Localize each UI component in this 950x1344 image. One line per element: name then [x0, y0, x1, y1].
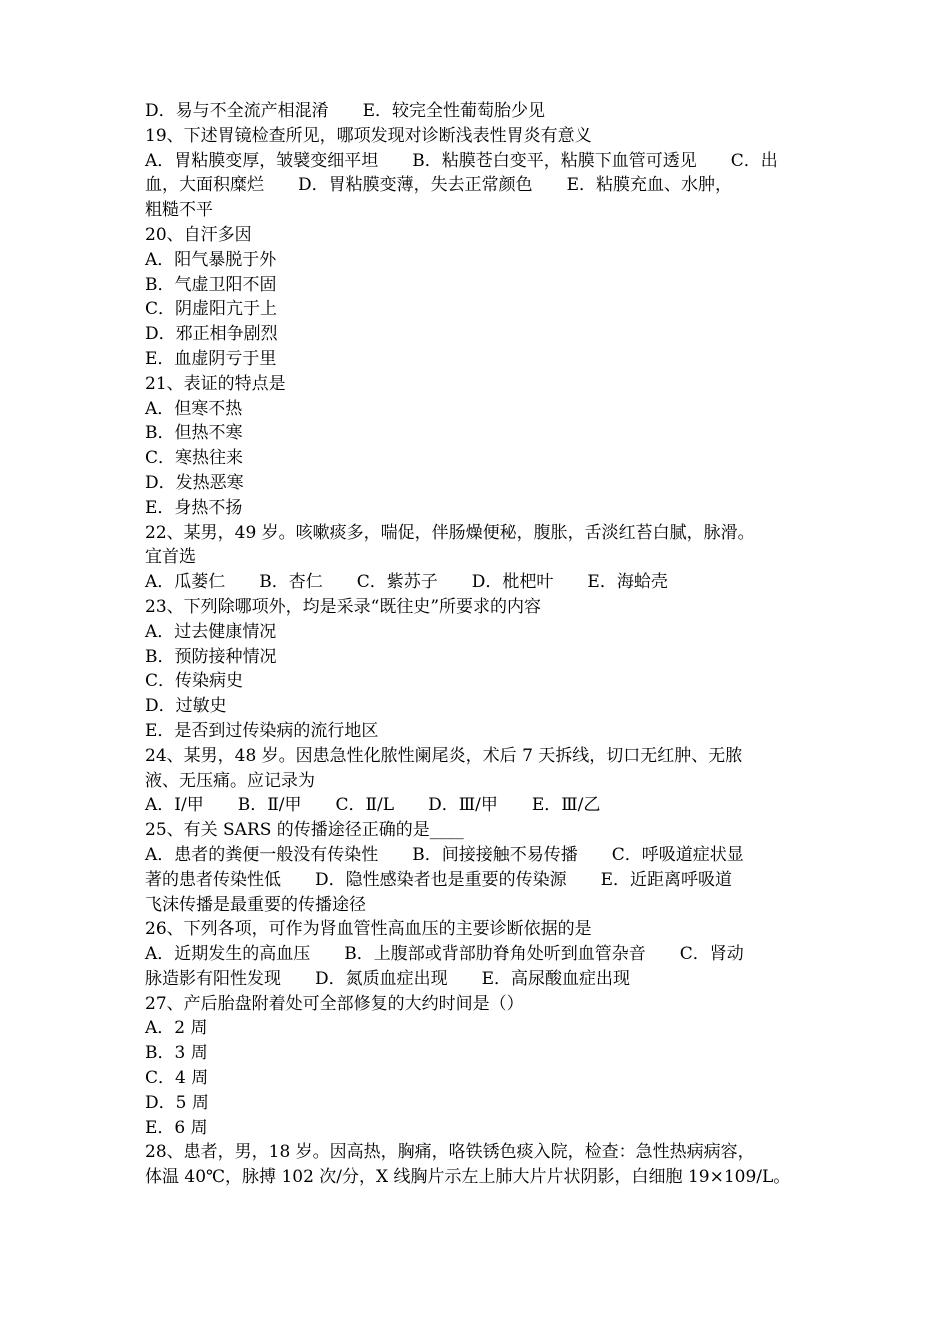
text-line: 22、某男，49 岁。咳嗽痰多，喘促，伴肠燥便秘，腹胀，舌淡红苔白腻，脉滑。: [145, 522, 755, 543]
text-line: 21、表证的特点是: [145, 373, 286, 394]
text-line: C．寒热往来: [145, 448, 244, 469]
text-line: C．4 周: [145, 1068, 209, 1089]
text-line: B．但热不寒: [145, 423, 243, 444]
text-line: B．3 周: [145, 1043, 208, 1064]
text-line: A．近期发生的高血压 B．上腹部或背部肋脊角处听到血管杂音 C．肾动: [145, 944, 744, 965]
text-line: 20、自汗多因: [145, 224, 252, 245]
text-line: E．血虚阴亏于里: [145, 348, 277, 369]
text-line: 脉造影有阳性发现 D．氮质血症出现 E．高尿酸血症出现: [145, 968, 631, 989]
text-line: D．发热恶寒: [145, 472, 244, 493]
text-line: A．2 周: [145, 1018, 208, 1039]
text-line: A．瓜蒌仁 B．杏仁 C．紫苏子 D．枇杷叶 E．海蛤壳: [145, 572, 668, 593]
text-line: 24、某男，48 岁。因患急性化脓性阑尾炎，术后 7 天拆线，切口无红肿、无脓: [145, 745, 743, 766]
text-line: A．过去健康情况: [145, 621, 277, 642]
text-line: 23、下列除哪项外，均是采录“既往史”所要求的内容: [145, 596, 542, 617]
text-line: A．患者的粪便一般没有传染性 B．间接接触不易传播 C．呼吸道症状显: [145, 844, 744, 865]
text-line: 19、下述胃镜检查所见，哪项发现对诊断浅表性胃炎有意义: [145, 125, 592, 146]
text-line: B．气虚卫阳不固: [145, 274, 277, 295]
text-line: 宜首选: [145, 547, 196, 568]
text-line: 液、无压痛。应记录为: [145, 770, 315, 791]
text-line: C．传染病史: [145, 671, 244, 692]
text-line: A．阳气暴脱于外: [145, 249, 277, 270]
text-line: A．胃粘膜变厚，皱襞变细平坦 B．粘膜苍白变平，粘膜下血管可透见 C．出: [145, 150, 778, 171]
text-line: E．是否到过传染病的流行地区: [145, 720, 379, 741]
text-line: D．5 周: [145, 1092, 209, 1113]
text-line: 28、患者，男，18 岁。因高热，胸痛，咯铁锈色痰入院，检查：急性热病病容，: [145, 1142, 755, 1163]
text-line: A．Ⅰ/甲 B．Ⅱ/甲 C．Ⅱ/L D．Ⅲ/甲 E．Ⅲ/乙: [145, 795, 601, 816]
text-line: 著的患者传染性低 D．隐性感染者也是重要的传染源 E．近距离呼吸道: [145, 869, 733, 890]
document-body: [145, 99, 810, 1190]
text-line: D．易与不全流产相混淆 E．较完全性葡萄胎少见: [145, 101, 546, 121]
text-line: 25、有关 SARS 的传播途径正确的是____: [145, 820, 464, 841]
text-line: 粗糙不平: [145, 200, 213, 221]
text-line: A．但寒不热: [145, 398, 243, 419]
text-line: B．预防接种情况: [145, 646, 277, 667]
text-line: 27、产后胎盘附着处可全部修复的大约时间是（）: [145, 993, 524, 1014]
text-line: E．身热不扬: [145, 497, 243, 518]
text-line: D．过敏史: [145, 696, 227, 717]
text-line: D．邪正相争剧烈: [145, 324, 278, 345]
text-line: C．阴虚阳亢于上: [145, 299, 278, 320]
text-line: E．6 周: [145, 1117, 208, 1138]
text-line: 26、下列各项，可作为肾血管性高血压的主要诊断依据的是: [145, 919, 592, 940]
text-line: 飞沫传播是最重要的传播途径: [145, 894, 366, 915]
text-line: 血，大面积糜烂 D．胃粘膜变薄，失去正常颜色 E．粘膜充血、水肿，: [145, 175, 733, 196]
text-line: 体温 40℃，脉搏 102 次/分，X 线胸片示左上肺大片片状阴影，白细胞 19×109/L。: [145, 1167, 791, 1188]
